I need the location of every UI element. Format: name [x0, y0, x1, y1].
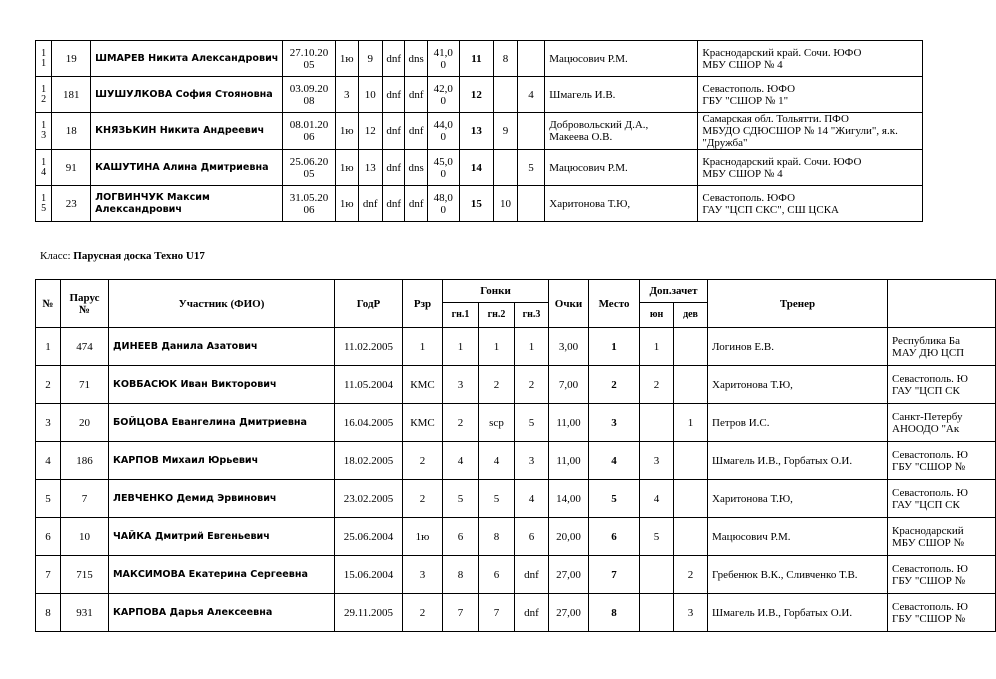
header-race-1: гн.1 [443, 303, 479, 328]
birth-date: 29.11.2005 [335, 594, 403, 632]
birth-date: 11.02.2005 [335, 328, 403, 366]
header-girls: дев [674, 303, 708, 328]
participant-name: ЛОГВИНЧУК Максим Александрович [91, 186, 283, 222]
region-organization: Севастополь. Ю ГАУ "ЦСП СК [888, 366, 996, 404]
region-organization: Севастополь. Ю ГБУ "СШОР № [888, 594, 996, 632]
coach: Мацюсович Р.М. [545, 41, 698, 77]
girls-place [517, 113, 545, 150]
coach: Шмагель И.В., Горбатых О.И. [708, 442, 888, 480]
girls-place: 2 [674, 556, 708, 594]
race-2-result: 6 [479, 556, 515, 594]
race-2-result: dnf [383, 41, 405, 77]
header-coach: Тренер [708, 280, 888, 328]
place: 13 [459, 113, 494, 150]
coach: Логинов Е.В. [708, 328, 888, 366]
birth-date: 16.04.2005 [335, 404, 403, 442]
race-2-result: 7 [479, 594, 515, 632]
girls-place [674, 518, 708, 556]
participant-name: ШМАРЕВ Никита Александрович [91, 41, 283, 77]
header-rank: Рзр [403, 280, 443, 328]
coach: Петров И.С. [708, 404, 888, 442]
coach: Шмагель И.В. [545, 77, 698, 113]
junior-place: 5 [640, 518, 674, 556]
race-2-result: 5 [479, 480, 515, 518]
junior-place: 9 [494, 113, 517, 150]
race-2-result: dnf [383, 186, 405, 222]
place: 15 [459, 186, 494, 222]
sport-rank: 1ю [336, 186, 358, 222]
table-row [36, 41, 923, 77]
race-3-result: dns [405, 41, 427, 77]
sport-rank: 1ю [336, 41, 358, 77]
girls-place [517, 186, 545, 222]
junior-place: 2 [640, 366, 674, 404]
previous-results-body [36, 41, 923, 222]
race-1-result: 8 [443, 556, 479, 594]
sail-number: 474 [61, 328, 109, 366]
junior-place [494, 77, 517, 113]
race-3-result: dnf [515, 556, 549, 594]
race-3-result: 6 [515, 518, 549, 556]
row-index: 1 2 [36, 77, 52, 113]
row-index: 1 4 [36, 150, 52, 186]
race-3-result: 5 [515, 404, 549, 442]
race-3-result: 2 [515, 366, 549, 404]
race-2-result: dnf [383, 77, 405, 113]
row-index: 1 1 [36, 41, 52, 77]
coach: Харитонова Т.Ю, [545, 186, 698, 222]
header-race-3: гн.3 [515, 303, 549, 328]
participant-name: КАРПОВА Дарья Алексеевна [109, 594, 335, 632]
table-row [36, 518, 996, 556]
header-dob: ГодР [335, 280, 403, 328]
race-1-result: 6 [443, 518, 479, 556]
race-1-result: 4 [443, 442, 479, 480]
row-number: 4 [36, 442, 61, 480]
table-row [36, 442, 996, 480]
race-3-result: dns [405, 150, 427, 186]
race-3-result: 4 [515, 480, 549, 518]
header-races: Гонки [443, 280, 549, 303]
participant-name: ШУШУЛКОВА София Стояновна [91, 77, 283, 113]
race-1-result: 1 [443, 328, 479, 366]
header-name: Участник (ФИО) [109, 280, 335, 328]
points: 45,0 0 [427, 150, 459, 186]
row-number: 7 [36, 556, 61, 594]
junior-place: 10 [494, 186, 517, 222]
race-2-result: 4 [479, 442, 515, 480]
sail-number: 7 [61, 480, 109, 518]
row-number: 6 [36, 518, 61, 556]
participant-name: МАКСИМОВА Екатерина Сергеевна [109, 556, 335, 594]
sail-number: 91 [52, 150, 91, 186]
table-row [36, 77, 923, 113]
region-organization: Севастополь. ЮФО ГБУ "СШОР № 1" [698, 77, 923, 113]
race-2-result: dnf [383, 113, 405, 150]
class-label-value: Парусная доска Техно U17 [73, 250, 205, 262]
race-1-result: 13 [358, 150, 382, 186]
points: 14,00 [549, 480, 589, 518]
birth-date: 18.02.2005 [335, 442, 403, 480]
junior-place [640, 594, 674, 632]
sail-number: 23 [52, 186, 91, 222]
points: 41,0 0 [427, 41, 459, 77]
region-organization: Краснодарский край. Сочи. ЮФО МБУ СШОР № 4 [698, 41, 923, 77]
points: 11,00 [549, 442, 589, 480]
sport-rank: 1ю [336, 113, 358, 150]
header-race-2: гн.2 [479, 303, 515, 328]
birth-date: 15.06.2004 [335, 556, 403, 594]
points: 44,0 0 [427, 113, 459, 150]
place: 11 [459, 41, 494, 77]
junior-place [494, 150, 517, 186]
header-junior: юн [640, 303, 674, 328]
region-organization: Краснодарский МБУ СШОР № [888, 518, 996, 556]
race-2-result: dnf [383, 150, 405, 186]
points: 27,00 [549, 594, 589, 632]
junior-place [640, 556, 674, 594]
points: 20,00 [549, 518, 589, 556]
race-3-result: dnf [405, 77, 427, 113]
coach: Гребенюк В.К., Сливченко Т.В. [708, 556, 888, 594]
race-1-result: dnf [358, 186, 382, 222]
region-organization: Севастополь. Ю ГБУ "СШОР № [888, 556, 996, 594]
junior-place [640, 404, 674, 442]
race-1-result: 7 [443, 594, 479, 632]
header-organization [888, 280, 996, 328]
girls-place [517, 41, 545, 77]
participant-name: КАШУТИНА Алина Дмитриевна [91, 150, 283, 186]
header-sail: Парус № [61, 280, 109, 328]
girls-place [674, 480, 708, 518]
points: 48,0 0 [427, 186, 459, 222]
girls-place: 1 [674, 404, 708, 442]
coach: Шмагель И.В., Горбатых О.И. [708, 594, 888, 632]
region-organization: Санкт-Петербу АНООДО "Ак [888, 404, 996, 442]
sail-number: 931 [61, 594, 109, 632]
participant-name: ДИНЕЕВ Данила Азатович [109, 328, 335, 366]
birth-date: 27.10.20 05 [283, 41, 336, 77]
girls-place: 4 [517, 77, 545, 113]
results-table-header [36, 280, 996, 328]
girls-place [674, 366, 708, 404]
birth-date: 25.06.20 05 [283, 150, 336, 186]
sail-number: 20 [61, 404, 109, 442]
girls-place [674, 328, 708, 366]
race-2-result: scp [479, 404, 515, 442]
birth-date: 23.02.2005 [335, 480, 403, 518]
points: 27,00 [549, 556, 589, 594]
header-extra: Доп.зачет [640, 280, 708, 303]
header-points: Очки [549, 280, 589, 328]
place: 7 [589, 556, 640, 594]
sail-number: 19 [52, 41, 91, 77]
row-index: 1 3 [36, 113, 52, 150]
class-label-prefix: Класс: [40, 250, 71, 262]
table-row [36, 594, 996, 632]
sport-rank: 2 [403, 442, 443, 480]
race-1-result: 10 [358, 77, 382, 113]
place: 3 [589, 404, 640, 442]
race-3-result: dnf [515, 594, 549, 632]
row-number: 1 [36, 328, 61, 366]
race-1-result: 5 [443, 480, 479, 518]
birth-date: 11.05.2004 [335, 366, 403, 404]
participant-name: ЧАЙКА Дмитрий Евгеньевич [109, 518, 335, 556]
coach: Харитонова Т.Ю, [708, 480, 888, 518]
girls-place: 3 [674, 594, 708, 632]
row-number: 8 [36, 594, 61, 632]
row-index: 1 5 [36, 186, 52, 222]
sport-rank: 1ю [403, 518, 443, 556]
place: 4 [589, 442, 640, 480]
sport-rank: 1ю [336, 150, 358, 186]
girls-place: 5 [517, 150, 545, 186]
table-row [36, 113, 923, 150]
participant-name: БОЙЦОВА Евангелина Дмитриевна [109, 404, 335, 442]
race-2-result: 8 [479, 518, 515, 556]
race-3-result: 3 [515, 442, 549, 480]
race-3-result: 1 [515, 328, 549, 366]
table-row [36, 480, 996, 518]
sport-rank: 3 [403, 556, 443, 594]
sail-number: 181 [52, 77, 91, 113]
place: 2 [589, 366, 640, 404]
row-number: 2 [36, 366, 61, 404]
sport-rank: 1 [403, 328, 443, 366]
junior-place: 4 [640, 480, 674, 518]
points: 7,00 [549, 366, 589, 404]
sport-rank: КМС [403, 366, 443, 404]
race-1-result: 9 [358, 41, 382, 77]
race-3-result: dnf [405, 113, 427, 150]
region-organization: Севастополь. Ю ГАУ "ЦСП СК [888, 480, 996, 518]
results-table-body [36, 328, 996, 632]
points: 42,0 0 [427, 77, 459, 113]
place: 8 [589, 594, 640, 632]
participant-name: КАРПОВ Михаил Юрьевич [109, 442, 335, 480]
girls-place [674, 442, 708, 480]
race-3-result: dnf [405, 186, 427, 222]
race-1-result: 3 [443, 366, 479, 404]
sail-number: 10 [61, 518, 109, 556]
sail-number: 186 [61, 442, 109, 480]
table-row [36, 328, 996, 366]
race-2-result: 2 [479, 366, 515, 404]
sport-rank: 2 [403, 594, 443, 632]
coach: Мацюсович Р.М. [545, 150, 698, 186]
table-row [36, 404, 996, 442]
race-1-result: 2 [443, 404, 479, 442]
place: 12 [459, 77, 494, 113]
sport-rank: КМС [403, 404, 443, 442]
results-table [35, 279, 996, 632]
coach: Мацюсович Р.М. [708, 518, 888, 556]
sport-rank: 2 [403, 480, 443, 518]
participant-name: КНЯЗЬКИН Никита Андреевич [91, 113, 283, 150]
row-number: 3 [36, 404, 61, 442]
sail-number: 18 [52, 113, 91, 150]
junior-place: 1 [640, 328, 674, 366]
birth-date: 25.06.2004 [335, 518, 403, 556]
birth-date: 31.05.20 06 [283, 186, 336, 222]
coach: Добровольский Д.А., Макеева О.В. [545, 113, 698, 150]
place: 1 [589, 328, 640, 366]
participant-name: КОВБАСЮК Иван Викторович [109, 366, 335, 404]
region-organization: Республика Ба МАУ ДЮ ЦСП [888, 328, 996, 366]
region-organization: Самарская обл. Тольятти. ПФО МБУДО СДЮСШОР № 14 "Жигули", я.к. "Дружба" [698, 113, 923, 150]
race-2-result: 1 [479, 328, 515, 366]
header-no: № [36, 280, 61, 328]
sail-number: 71 [61, 366, 109, 404]
previous-results-table [35, 40, 923, 222]
region-organization: Севастополь. Ю ГБУ "СШОР № [888, 442, 996, 480]
place: 6 [589, 518, 640, 556]
row-number: 5 [36, 480, 61, 518]
place: 14 [459, 150, 494, 186]
region-organization: Севастополь. ЮФО ГАУ "ЦСП СКС", СШ ЦСКА [698, 186, 923, 222]
points: 3,00 [549, 328, 589, 366]
junior-place: 8 [494, 41, 517, 77]
coach: Харитонова Т.Ю, [708, 366, 888, 404]
junior-place: 3 [640, 442, 674, 480]
header-place: Место [589, 280, 640, 328]
place: 5 [589, 480, 640, 518]
race-1-result: 12 [358, 113, 382, 150]
sport-rank: 3 [336, 77, 358, 113]
class-label [40, 250, 205, 262]
region-organization: Краснодарский край. Сочи. ЮФО МБУ СШОР № 4 [698, 150, 923, 186]
table-row [36, 150, 923, 186]
points: 11,00 [549, 404, 589, 442]
birth-date: 08.01.20 06 [283, 113, 336, 150]
birth-date: 03.09.20 08 [283, 77, 336, 113]
participant-name: ЛЕВЧЕНКО Демид Эрвинович [109, 480, 335, 518]
table-row [36, 186, 923, 222]
sail-number: 715 [61, 556, 109, 594]
table-row [36, 556, 996, 594]
table-row [36, 366, 996, 404]
